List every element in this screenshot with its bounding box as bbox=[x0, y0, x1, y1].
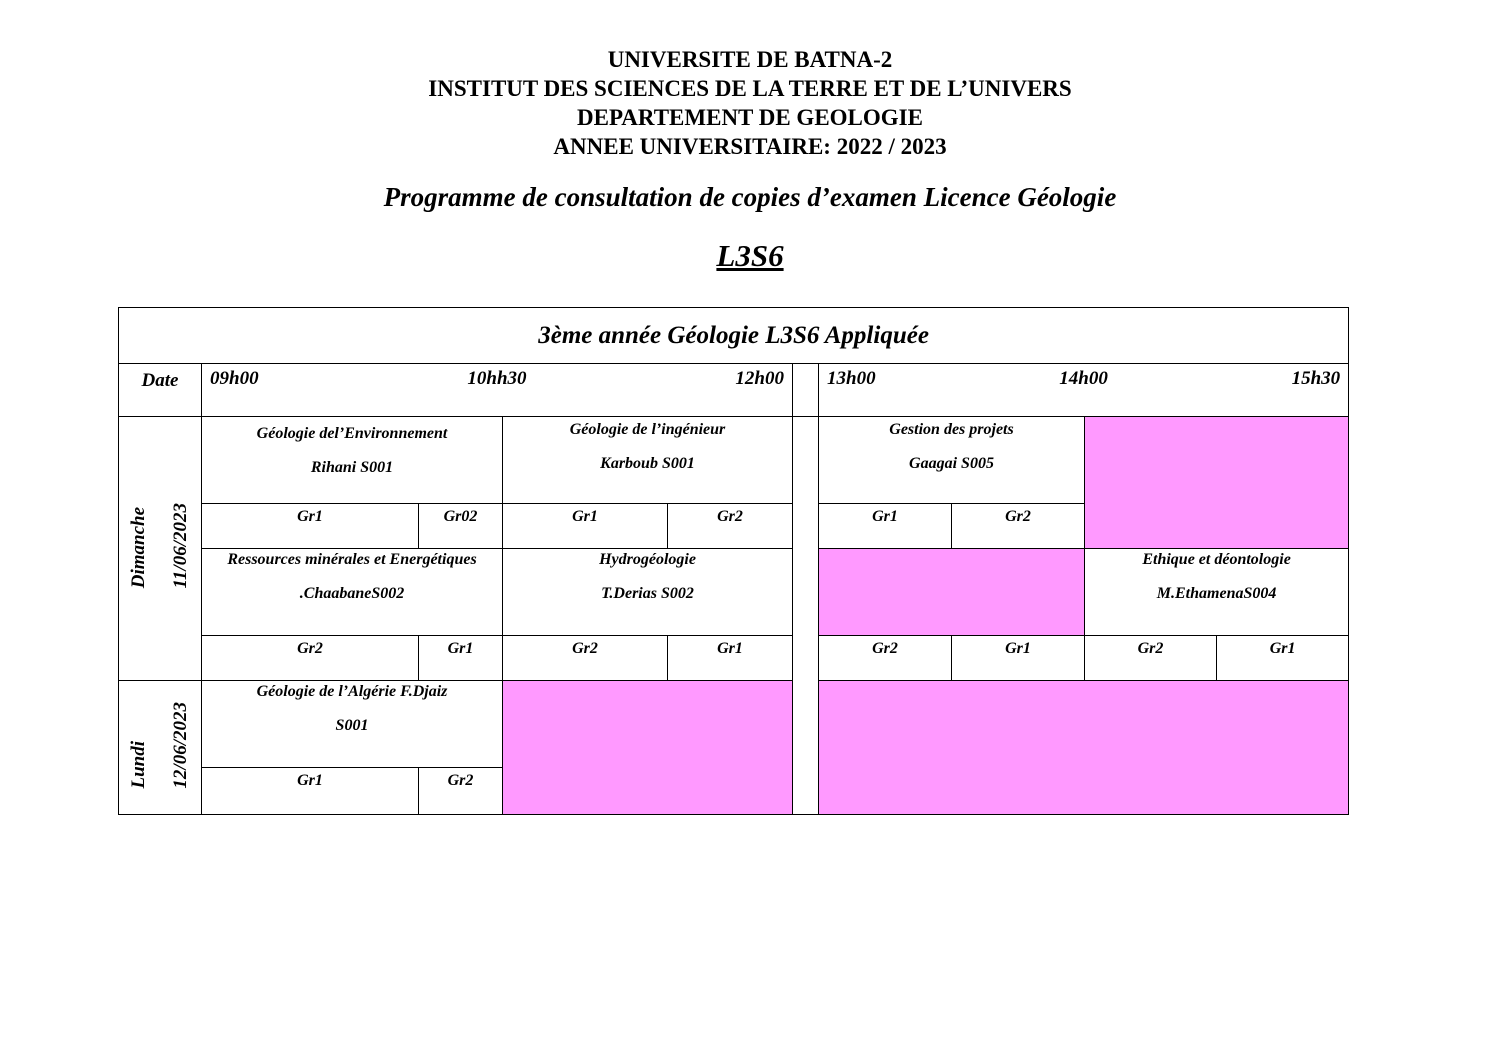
group-label: Gr2 bbox=[503, 636, 668, 681]
course-title: Ressources minérales et Energétiques bbox=[227, 551, 477, 568]
course-room: Karboub S001 bbox=[600, 455, 695, 472]
morning-times bbox=[202, 364, 793, 417]
course-title: Géologie del’Environnement bbox=[256, 425, 448, 442]
course-room: T.Derias S002 bbox=[601, 585, 694, 602]
page-title: Programme de consultation de copies d’examen Licence Géologie bbox=[383, 182, 1117, 212]
course-room: .ChaabaneS002 bbox=[299, 585, 405, 602]
course-title: Géologie de l’ingénieur bbox=[569, 421, 726, 438]
day-date: 12/06/2023 bbox=[170, 701, 191, 789]
course-title: Hydrogéologie bbox=[599, 551, 696, 568]
course-room: Rihani S001 bbox=[310, 459, 394, 476]
course-cell bbox=[1085, 549, 1349, 636]
level-heading: L3S6 bbox=[716, 238, 784, 273]
group-label: Gr2 bbox=[202, 636, 419, 681]
empty-slot bbox=[1085, 417, 1349, 549]
day-name: Dimanche bbox=[128, 507, 149, 589]
course-title: Ethique et déontologie bbox=[1142, 551, 1291, 568]
date-header: Date bbox=[119, 364, 202, 417]
afternoon-times bbox=[819, 364, 1349, 417]
day-cell-dimanche bbox=[119, 417, 202, 681]
course-cell bbox=[503, 549, 793, 636]
midday-gap bbox=[793, 417, 819, 815]
group-label: Gr2 bbox=[952, 504, 1085, 549]
group-label: Gr1 bbox=[668, 636, 793, 681]
table-banner: 3ème année Géologie L3S6 Appliquée bbox=[119, 308, 1349, 364]
schedule-table bbox=[118, 307, 1382, 815]
empty-slot bbox=[503, 681, 793, 815]
group-label: Gr1 bbox=[503, 504, 668, 549]
course-cell bbox=[202, 681, 503, 768]
group-label: Gr2 bbox=[1085, 636, 1217, 681]
group-label: Gr1 bbox=[202, 504, 419, 549]
day-date: 11/06/2023 bbox=[170, 503, 191, 589]
course-cell bbox=[202, 417, 503, 504]
course-title: Gestion des projets bbox=[889, 421, 1014, 438]
time-label: 10hh30 bbox=[467, 368, 527, 389]
course-cell bbox=[819, 417, 1085, 504]
midday-gap bbox=[793, 364, 819, 417]
empty-slot bbox=[819, 549, 1085, 636]
institution-header bbox=[0, 45, 1500, 161]
time-label: 12h00 bbox=[735, 368, 784, 389]
time-header-row bbox=[119, 364, 1382, 417]
course-cell bbox=[202, 549, 503, 636]
course-cell bbox=[503, 417, 793, 504]
group-label: Gr2 bbox=[668, 504, 793, 549]
time-label: 13h00 bbox=[827, 368, 876, 389]
day-cell-lundi bbox=[119, 681, 202, 815]
course-room: M.EthamenaS004 bbox=[1156, 585, 1277, 602]
course-title: Géologie de l’Algérie F.Djaiz bbox=[256, 683, 448, 700]
time-label: 09h00 bbox=[210, 368, 259, 389]
group-label: Gr2 bbox=[819, 636, 952, 681]
time-label: 15h30 bbox=[1291, 368, 1341, 389]
day-name: Lundi bbox=[128, 740, 149, 789]
group-label: Gr1 bbox=[1217, 636, 1349, 681]
header-academic-year: ANNEE UNIVERSITAIRE: 2022 / 2023 bbox=[553, 134, 947, 159]
header-university: UNIVERSITE DE BATNA-2 bbox=[607, 47, 893, 72]
course-room: S001 bbox=[335, 717, 369, 734]
time-label: 14h00 bbox=[1059, 368, 1108, 389]
course-room: Gaagai S005 bbox=[909, 455, 994, 472]
group-label: Gr1 bbox=[819, 504, 952, 549]
group-label: Gr2 bbox=[419, 768, 503, 815]
group-label: Gr1 bbox=[952, 636, 1085, 681]
header-institute: INSTITUT DES SCIENCES DE LA TERRE ET DE L’UNIVERS bbox=[428, 76, 1072, 101]
group-label: Gr1 bbox=[419, 636, 503, 681]
empty-slot bbox=[819, 681, 1349, 815]
group-label: Gr1 bbox=[202, 768, 419, 815]
group-label: Gr02 bbox=[419, 504, 503, 549]
header-department: DEPARTEMENT DE GEOLOGIE bbox=[577, 105, 923, 130]
